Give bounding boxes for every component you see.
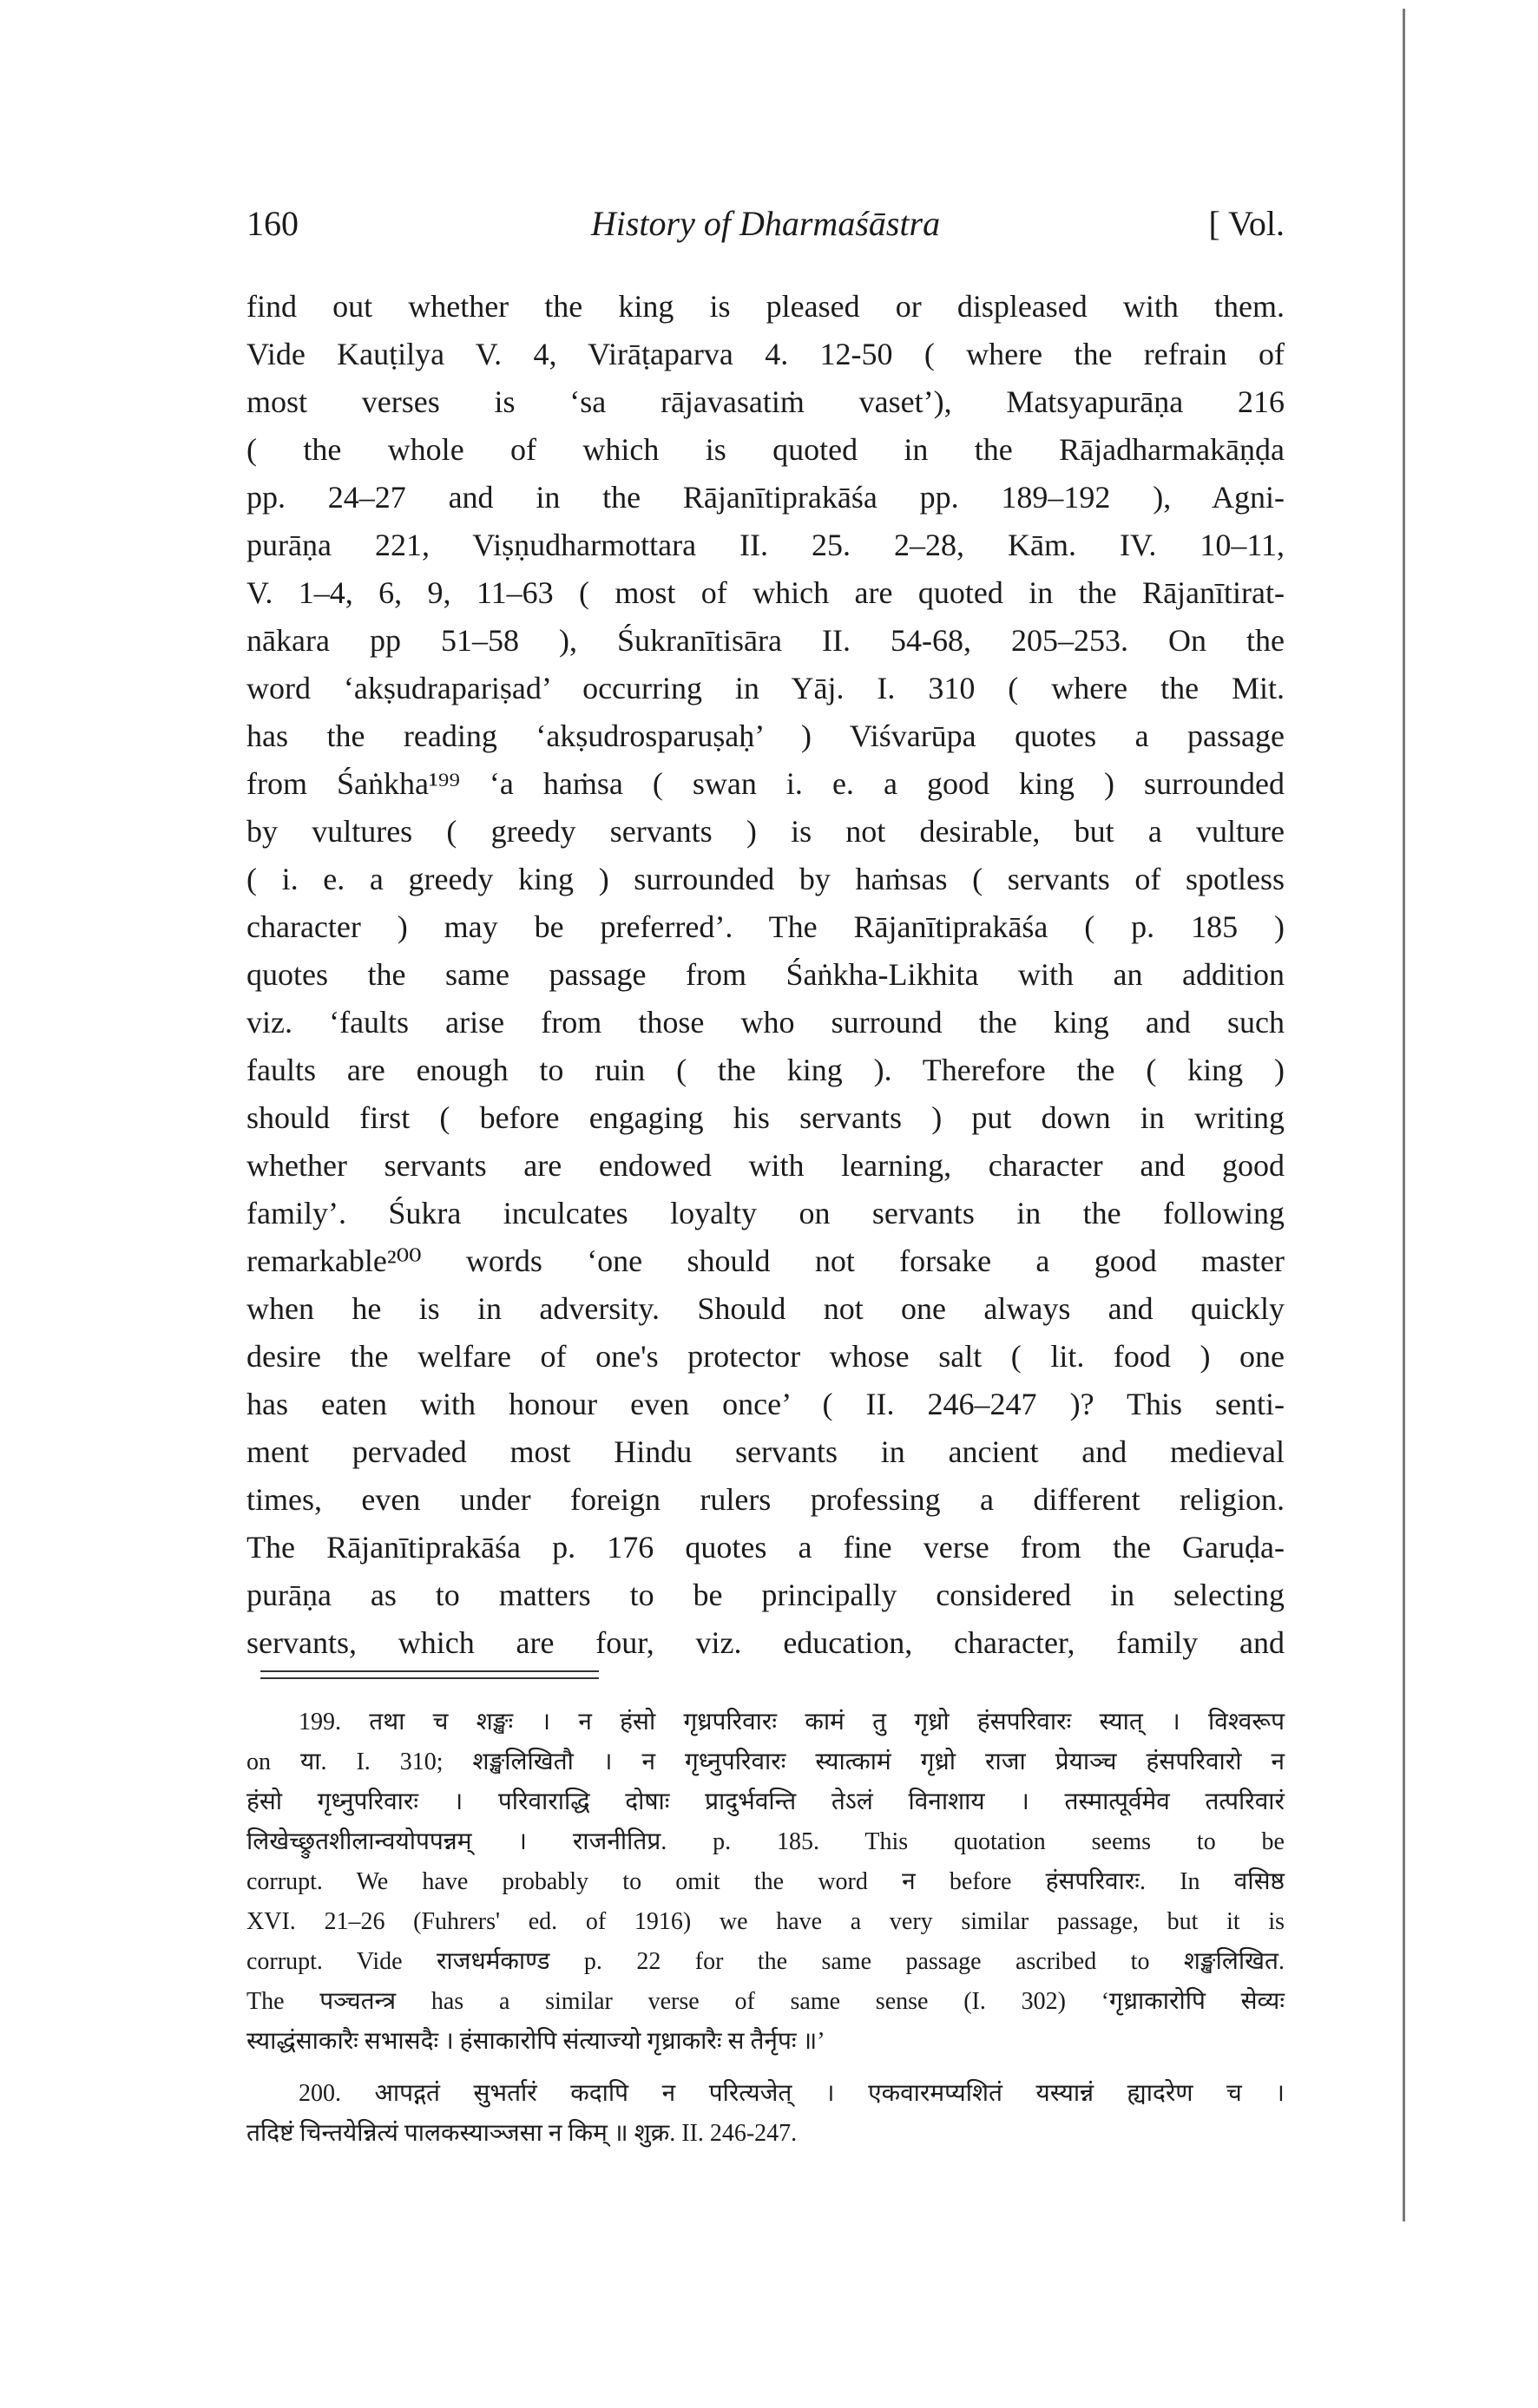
text-line: when he is in adversity. Should not one always and quickly (246, 1291, 1285, 1326)
text-line: servants, which are four, viz. education, character, family and (246, 1625, 1285, 1660)
footnote-199-line: हंसो गृध्नुपरिवारः । परिवाराद्धि दोषाः प्रादुर्भवन्ति तेऽलं विनाशाय । तस्मात्पूर्वमेव तत्परिवारं (246, 1788, 1285, 1815)
text-line: V. 1–4, 6, 9, 11–63 ( most of which are quoted in the Rājanītirat- (246, 575, 1285, 610)
footnote-199-line: स्याद्धंसाकारैः सभासदैः । हंसाकारोपि संत्याज्यो गृध्राकारैः स तैर्नृपः ॥’ (246, 2028, 825, 2055)
text-line: most verses is ‘sa rājavasatiṁ vaset’), Matsyapurāṇa 216 (246, 384, 1285, 419)
footnote-199-line: The पञ्चतन्त्र has a similar verse of same sense (I. 302) ‘गृध्राकारोपि सेव्यः (246, 1988, 1285, 2015)
text-line: viz. ‘faults arise from those who surround the king and such (246, 1005, 1285, 1040)
text-line: from Śaṅkha¹⁹⁹ ‘a haṁsa ( swan i. e. a good king ) surrounded (246, 766, 1285, 801)
footnote-divider (260, 1670, 599, 1679)
text-line: purāṇa as to matters to be principally considered in selecting (246, 1578, 1285, 1612)
page-header (246, 198, 1285, 250)
footnote-199-line: लिखेच्छ्रुतशीलान्वयोपपन्नम् । राजनीतिप्र. p. 185. This quotation seems to be (246, 1828, 1285, 1855)
footnote-199-line: XVI. 21–26 (Fuhrers' ed. of 1916) we have a very similar passage, but it is (246, 1908, 1285, 1935)
footnote-199-line: 199. तथा च शङ्खः । न हंसो गृध्रपरिवारः कामं तु गृध्रो हंसपरिवारः स्यात् । विश्वरूप (299, 1709, 1285, 1735)
text-line: character ) may be preferred’. The Rājanītiprakāśa ( p. 185 ) (246, 909, 1285, 944)
footnote-200-line: तदिष्टं चिन्तयेन्नित्यं पालकस्याञ्जसा न किम् ॥ शुक्र. II. 246-247. (246, 2120, 798, 2147)
text-line: Vide Kauṭilya V. 4, Virāṭaparva 4. 12-50 ( where the refrain of (246, 337, 1285, 371)
text-line: quotes the same passage from Śaṅkha-Likhita with an addition (246, 957, 1285, 992)
text-line: faults are enough to ruin ( the king ). Therefore the ( king ) (246, 1053, 1285, 1087)
text-line: by vultures ( greedy servants ) is not desirable, but a vulture (246, 814, 1285, 849)
text-line: ( the whole of which is quoted in the Rājadharmakāṇḍa (246, 432, 1285, 467)
text-line: word ‘akṣudrapariṣad’ occurring in Yāj. I. 310 ( where the Mit. (246, 671, 1285, 705)
margin-rule (1403, 9, 1405, 2221)
footnote-spacer (246, 2062, 1285, 2074)
text-line: ( i. e. a greedy king ) surrounded by haṁsas ( servants of spotless (246, 862, 1285, 896)
footnote-199-line: corrupt. Vide राजधर्मकाण्ड p. 22 for the same passage ascribed to शङ्खलिखित. (246, 1948, 1285, 1975)
page-number: 160 (246, 204, 299, 243)
text-line: family’. Śukra inculcates loyalty on servants in the following (246, 1196, 1285, 1230)
text-line: has the reading ‘akṣudrosparuṣaḥ’ ) Viśvarūpa quotes a passage (246, 718, 1285, 753)
text-line: The Rājanītiprakāśa p. 176 quotes a fine verse from the Garuḍa- (246, 1530, 1285, 1565)
footnote-199-line: corrupt. We have probably to omit the word न before हंसपरिवारः. In वसिष्ठ (246, 1868, 1285, 1895)
text-line: desire the welfare of one's protector whose salt ( lit. food ) one (246, 1339, 1285, 1374)
text-line: has eaten with honour even once’ ( II. 246–247 )? This senti- (246, 1387, 1285, 1421)
text-line: purāṇa 221, Viṣṇudharmottara II. 25. 2–28, Kām. IV. 10–11, (246, 528, 1285, 562)
body-text (246, 283, 1285, 1667)
volume-label: [ Vol. (1208, 204, 1285, 243)
text-line: pp. 24–27 and in the Rājanītiprakāśa pp. 189–192 ), Agni- (246, 480, 1285, 515)
footnote-199-line: on या. I. 310; शङ्खलिखितौ । न गृध्नुपरिवारः स्यात्कामं गृध्रो राजा प्रेयाञ्च हंसपरिवारो न (246, 1749, 1285, 1775)
text-line: nākara pp 51–58 ), Śukranītisāra II. 54-68, 205–253. On the (246, 623, 1285, 658)
text-line: times, even under foreign rulers professing a different religion. (246, 1482, 1285, 1517)
running-title: History of Dharmaśāstra (590, 204, 941, 243)
text-line: remarkable²⁰⁰ words ‘one should not forsake a good master (246, 1243, 1285, 1278)
text-line: find out whether the king is pleased or displeased with them. (246, 289, 1285, 324)
text-line: whether servants are endowed with learning, character and good (246, 1148, 1285, 1183)
text-line: should first ( before engaging his servants ) put down in writing (246, 1100, 1285, 1135)
footnote-200-line: 200. आपद्गतं सुभर्तारं कदापि न परित्यजेत् । एकवारमप्यशितं यस्यान्नं ह्यादरेण च । (299, 2080, 1285, 2107)
footnotes (246, 1703, 1285, 2154)
text-line: ment pervaded most Hindu servants in ancient and medieval (246, 1434, 1285, 1469)
